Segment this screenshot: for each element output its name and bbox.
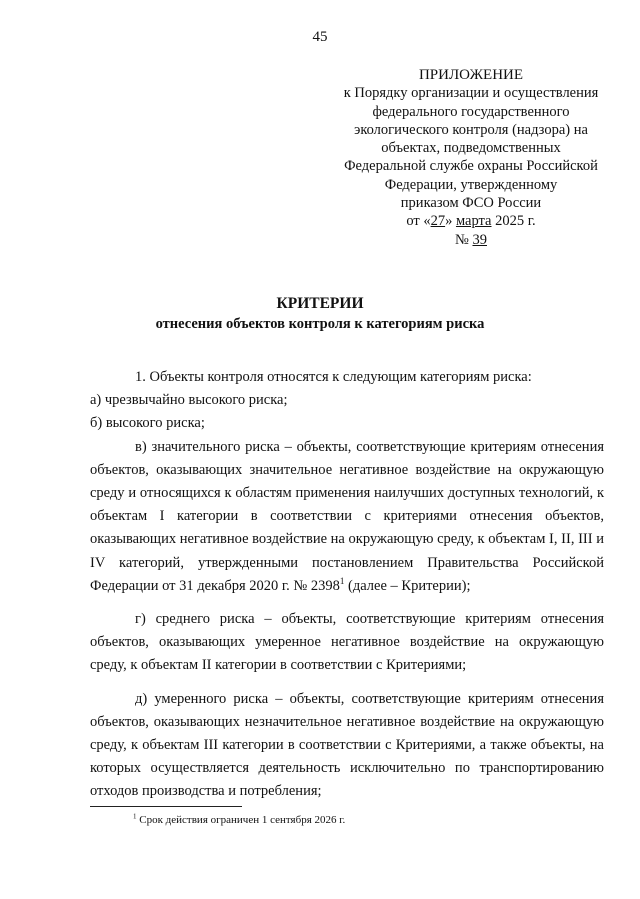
- appendix-line: федерального государственного: [372, 103, 570, 120]
- body-text: [90, 366, 604, 804]
- appendix-block: [326, 66, 616, 249]
- footnote-ref: 1: [339, 576, 345, 586]
- item-v: [90, 436, 604, 598]
- order-number: 39: [472, 231, 487, 248]
- item-d: д) умеренного риска – объекты, соответствующие критериям отнесения объектов, оказывающих незначительное негативное воздействие на окружающую среду, к объектам III категории в соответствии с Критериями, а также объекты, на которых осуществляется деятельность исключительно по транспортированию отходов производства и потребления;: [90, 690, 604, 800]
- appendix-number: [326, 231, 616, 249]
- appendix-title: ПРИЛОЖЕНИЕ: [418, 67, 524, 83]
- appendix-line: Федеральной службе охраны Российской: [344, 158, 598, 175]
- number-prefix: №: [455, 231, 473, 248]
- date-mid: »: [445, 213, 456, 230]
- date-year: 2025 г.: [491, 213, 536, 230]
- footnote: [133, 814, 345, 826]
- appendix-line: к Порядку организации и осуществления: [343, 85, 599, 102]
- footnote-text: Срок действия ограничен 1 сентября 2026 г.: [136, 814, 346, 826]
- appendix-line: экологического контроля (надзора) на: [354, 121, 588, 138]
- appendix-line: Федерации, утвержденному: [384, 176, 558, 193]
- date-month: марта: [455, 213, 492, 230]
- footnote-mark: 1: [133, 812, 137, 821]
- footnote-divider: [90, 806, 242, 807]
- item-v-tail: (далее – Критерии);: [344, 577, 471, 594]
- document-subtitle: отнесения объектов контроля к категориям риска: [155, 316, 485, 332]
- paragraph-1: 1. Объекты контроля относятся к следующим категориям риска:: [135, 369, 532, 385]
- item-a: а) чрезвычайно высокого риска;: [90, 392, 288, 409]
- item-b: б) высокого риска;: [90, 415, 205, 432]
- document-title: КРИТЕРИИ: [276, 295, 364, 312]
- item-g: г) среднего риска – объекты, соответствующие критериям отнесения объектов, оказывающих умеренное негативное воздействие на окружающую среду, к объектам II категории в соответствии с Критериями;: [90, 611, 604, 674]
- appendix-line: объектах, подведомственных: [381, 140, 561, 157]
- item-v-text: в) значительного риска – объекты, соответствующие критериям отнесения объектов, оказывающих значительное негативное воздействие на окружающую среду и относящихся к областям применения наилучших доступных технологий, к объектам I категории в соответствии с критериями отнесения объектов, оказывающих негативное воздействие на окружающую среду, к объектам I, II, III и IV категорий, утвержденными постановлением Правительства Российской Федерации от 31 декабря 2020 г. № 2398: [90, 438, 604, 594]
- appendix-line: приказом ФСО России: [400, 195, 542, 212]
- page-number: 45: [312, 29, 328, 45]
- date-prefix: от «: [406, 213, 431, 230]
- date-day: 27: [430, 213, 446, 230]
- appendix-date: [326, 212, 616, 230]
